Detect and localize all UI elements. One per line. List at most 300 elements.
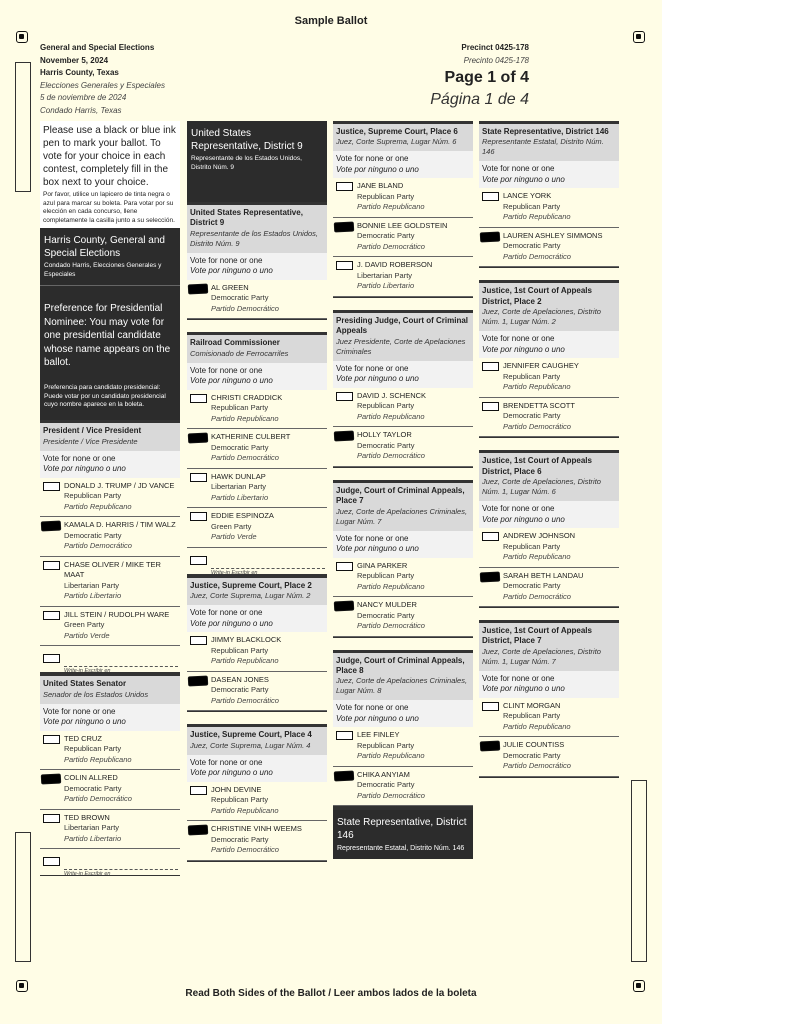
side-box (15, 832, 31, 962)
precinct-es: Precinto 0425-178 (463, 55, 529, 65)
candidate-row[interactable] (187, 672, 327, 712)
instructions-es: Por favor, utilice un lapicero de tinta negra o azul para marcar su boleta. Para votar por su elección en cada concurso, llene completamente la casilla junto a su selección. (43, 191, 175, 224)
filled-vote-oval[interactable] (334, 770, 354, 781)
candidate-row[interactable] (40, 770, 180, 810)
vote-oval[interactable] (482, 402, 499, 411)
candidate-name: JANE BLAND (357, 181, 404, 191)
candidate-list (187, 363, 327, 548)
candidate-name: COLIN ALLRED (64, 773, 118, 783)
timing-mark-icon (16, 31, 28, 43)
candidate-party-es: Partido Republicano (503, 382, 571, 392)
candidate-list (187, 755, 327, 861)
vote-for-en: Vote for none or one (336, 363, 409, 373)
write-in-row[interactable] (187, 548, 327, 574)
candidate-row[interactable] (479, 398, 619, 438)
candidate-name: LAUREN ASHLEY SIMMONS (503, 230, 603, 240)
filled-vote-oval[interactable] (41, 521, 61, 532)
contest-title: Justice, 1st Court of Appeals District, Place 6 (482, 456, 592, 476)
candidate-party-es: Partido Republicano (357, 411, 425, 421)
contest-title: Justice, 1st Court of Appeals District, Place 7 (482, 626, 592, 646)
candidate-party-es: Partido Verde (211, 532, 257, 542)
vote-oval[interactable] (43, 814, 60, 823)
contest-header (187, 727, 327, 754)
contest-header (479, 453, 619, 501)
candidate-party: Republican Party (357, 191, 415, 201)
write-in-oval[interactable] (43, 654, 60, 663)
contest-title: United States Senator (43, 679, 127, 689)
candidate-party-es: Partido Libertario (211, 492, 269, 502)
candidate-name: GINA PARKER (357, 560, 408, 570)
contest-title-es: Juez, Corte Suprema, Lugar Núm. 2 (190, 591, 311, 601)
vote-for-instruction (333, 361, 473, 388)
vote-for-instruction (187, 253, 327, 280)
contest-title: Justice, Supreme Court, Place 6 (336, 127, 458, 136)
contest-title-es: Juez, Corte de Apelaciones Criminales, Lugar Núm. 7 (336, 506, 468, 526)
candidate-row[interactable] (187, 429, 327, 469)
state-rep-banner-title: State Representative, District 146 (337, 817, 467, 842)
candidate-row[interactable] (40, 478, 180, 518)
candidate-party-es: Partido Republicano (211, 656, 279, 666)
contest-title: State Representative, District 146 (482, 127, 609, 136)
candidate-row[interactable] (333, 257, 473, 297)
spacer (333, 638, 473, 650)
spacer (479, 268, 619, 280)
contest-title-es: Juez, Corte Suprema, Lugar Núm. 6 (336, 137, 457, 147)
filled-vote-oval[interactable] (188, 825, 208, 836)
contest-appeals-7 (479, 620, 619, 778)
candidate-party-es: Partido Democrático (211, 845, 279, 855)
write-in-label: Write-in Escribir en (64, 871, 111, 878)
candidate-party: Republican Party (503, 711, 561, 721)
candidate-party: Democratic Party (64, 530, 122, 540)
candidate-name: JIMMY BLACKLOCK (211, 635, 282, 645)
candidate-party: Libertarian Party (357, 270, 413, 280)
candidate-party: Green Party (64, 620, 105, 630)
candidate-list (333, 531, 473, 637)
candidate-party: Democratic Party (211, 834, 269, 844)
election-name: General and Special Elections (40, 43, 155, 52)
contest-president (40, 420, 180, 673)
county-section-title: Harris County, General and Special Elections (44, 235, 165, 260)
candidate-row[interactable] (40, 557, 180, 607)
instructions (40, 121, 180, 228)
contest-title: Judge, Court of Criminal Appeals, Place 8 (336, 655, 465, 675)
contest-title-es: Juez, Corte de Apelaciones, Distrito Núm. 1, Lugar Núm. 6 (482, 477, 601, 497)
candidate-party: Republican Party (211, 795, 269, 805)
vote-oval[interactable] (482, 192, 499, 201)
candidate-row[interactable] (187, 782, 327, 822)
candidate-row[interactable] (333, 558, 473, 598)
instructions-en: Please use a black or blue ink pen to mark your ballot. To vote for your choice in each contest, completely fill in the box next to your choice. (43, 125, 176, 188)
vote-for-es: Vote por ninguno o uno (482, 344, 565, 354)
contest-title-es: Juez Presidente, Corte de Apelaciones Criminales (336, 336, 466, 356)
candidate-name: TED BROWN (64, 812, 110, 822)
candidate-name: SARAH BETH LANDAU (503, 570, 584, 580)
candidate-name: JILL STEIN / RUDOLPH WARE (64, 609, 170, 619)
contest-header (187, 205, 327, 253)
candidate-row[interactable] (187, 508, 327, 548)
vote-for-en: Vote for none or one (43, 453, 116, 463)
contest-cca-8 (333, 650, 473, 808)
candidate-list (479, 161, 619, 267)
candidate-party: Democratic Party (357, 610, 415, 620)
precinct-header (430, 42, 529, 111)
contest-title: Railroad Commissioner (190, 338, 280, 348)
filled-vote-oval[interactable] (188, 283, 208, 294)
candidate-row[interactable] (479, 737, 619, 777)
contest-supreme-6 (333, 121, 473, 298)
contest-appeals-6 (479, 450, 619, 608)
column-1 (40, 121, 180, 876)
contest-us-rep-9 (187, 202, 327, 320)
vote-oval[interactable] (336, 731, 353, 740)
candidate-row[interactable] (333, 388, 473, 428)
candidate-name: J. DAVID ROBERSON (357, 260, 433, 270)
candidate-party-es: Partido Republicano (64, 501, 132, 511)
contest-senator (40, 673, 180, 876)
filled-vote-oval[interactable] (480, 571, 500, 582)
candidate-party-es: Partido Republicano (357, 751, 425, 761)
candidate-party-es: Partido Republicano (211, 805, 279, 815)
candidate-party: Democratic Party (357, 440, 415, 450)
candidate-row[interactable] (479, 698, 619, 738)
election-date: November 5, 2024 (40, 55, 109, 65)
candidate-party: Democratic Party (503, 581, 561, 591)
vote-for-instruction (333, 700, 473, 727)
vote-for-es: Vote por ninguno o uno (482, 174, 565, 184)
spacer (333, 468, 473, 480)
vote-for-es: Vote por ninguno o uno (336, 544, 419, 554)
vote-oval[interactable] (336, 392, 353, 401)
candidate-row[interactable] (187, 469, 327, 509)
candidate-name: NANCY MULDER (357, 600, 417, 610)
filled-vote-oval[interactable] (480, 231, 500, 242)
election-county: Harris County, Texas (40, 68, 119, 78)
contest-title: Justice, 1st Court of Appeals District, Place 2 (482, 286, 592, 306)
vote-for-en: Vote for none or one (482, 334, 555, 344)
contest-title-es: Comisionado de Ferrocarriles (190, 348, 289, 358)
ballot-title: Sample Ballot (294, 15, 368, 27)
page-number-es: Página 1 de 4 (430, 91, 529, 109)
candidate-party-es: Partido Democrático (357, 241, 425, 251)
candidate-party: Libertarian Party (64, 823, 120, 833)
vote-for-es: Vote por ninguno o uno (336, 164, 419, 174)
filled-vote-oval[interactable] (41, 774, 61, 785)
vote-for-es: Vote por ninguno o uno (336, 713, 419, 723)
candidate-party-es: Partido Republicano (357, 581, 425, 591)
contest-title: Presiding Judge, Court of Criminal Appeals (336, 315, 469, 336)
vote-for-instruction (479, 331, 619, 358)
candidate-party-es: Partido Libertario (64, 833, 122, 843)
candidate-party-es: Partido Republicano (64, 754, 132, 764)
vote-for-instruction (333, 531, 473, 558)
candidate-party-es: Partido Republicano (357, 202, 425, 212)
contest-supreme-2 (187, 575, 327, 712)
candidate-name: KATHERINE CULBERT (211, 432, 291, 442)
timing-mark-icon (633, 31, 645, 43)
candidate-row[interactable] (40, 731, 180, 771)
candidate-row[interactable] (333, 767, 473, 807)
candidate-party: Libertarian Party (64, 580, 120, 590)
candidate-name: BONNIE LEE GOLDSTEIN (357, 220, 448, 230)
contest-title-es: Senador de los Estados Unidos (43, 689, 149, 699)
candidate-party: Democratic Party (211, 293, 269, 303)
candidate-party-es: Partido Democrático (503, 421, 571, 431)
vote-for-instruction (479, 501, 619, 528)
candidate-name: CHASE OLIVER / MIKE TER MAAT (64, 559, 161, 580)
contest-header (40, 423, 180, 450)
vote-for-instruction (187, 755, 327, 782)
candidate-name: LEE FINLEY (357, 730, 400, 740)
state-rep-banner-title-es: Representante Estatal, Distrito Núm. 146 (337, 845, 465, 853)
vote-oval[interactable] (336, 182, 353, 191)
write-in-row[interactable] (40, 849, 180, 878)
filled-vote-oval[interactable] (334, 601, 354, 612)
candidate-party-es: Partido Libertario (357, 281, 415, 291)
candidate-party-es: Partido Democrático (64, 794, 132, 804)
spacer (333, 298, 473, 310)
preference-text: Preference for Presidential Nominee: You may vote for one presidential candidate whose name appears on the ballot. (44, 303, 171, 369)
candidate-party: Democratic Party (503, 241, 561, 251)
preference-header (40, 286, 180, 420)
contest-title: President / Vice President (43, 426, 142, 436)
contest-header (40, 676, 180, 703)
candidate-row[interactable] (40, 517, 180, 557)
vote-for-instruction (479, 671, 619, 698)
candidate-party: Republican Party (357, 740, 415, 750)
candidate-list (187, 605, 327, 711)
vote-oval[interactable] (190, 512, 207, 521)
candidate-party: Republican Party (503, 541, 561, 551)
contest-header (187, 335, 327, 362)
vote-for-instruction (187, 363, 327, 390)
vote-oval[interactable] (43, 611, 60, 620)
vote-oval[interactable] (336, 562, 353, 571)
candidate-row[interactable] (479, 568, 619, 608)
candidate-party-es: Partido Republicano (503, 212, 571, 222)
contest-railroad (187, 332, 327, 574)
state-rep-banner (333, 807, 473, 859)
precinct: Precinct 0425-178 (461, 43, 529, 52)
candidate-name: CHRISTINE VINH WEEMS (211, 824, 302, 834)
candidate-row[interactable] (187, 280, 327, 320)
vote-oval[interactable] (43, 561, 60, 570)
candidate-party-es: Partido Democrático (211, 303, 279, 313)
column-2 (187, 121, 327, 862)
vote-for-en: Vote for none or one (482, 164, 555, 174)
candidate-name: DAVID J. SCHENCK (357, 390, 427, 400)
filled-vote-oval[interactable] (188, 675, 208, 686)
candidate-row[interactable] (187, 821, 327, 861)
candidate-name: DONALD J. TRUMP / JD VANCE (64, 480, 175, 490)
vote-oval[interactable] (190, 786, 207, 795)
spacer (479, 438, 619, 450)
election-date-es: 5 de noviembre de 2024 (40, 93, 127, 103)
side-box (631, 780, 647, 962)
contest-header (479, 124, 619, 161)
contest-title-es: Presidente / Vice Presidente (43, 436, 138, 446)
vote-for-en: Vote for none or one (482, 504, 555, 514)
candidate-row[interactable] (333, 218, 473, 258)
candidate-row[interactable] (333, 597, 473, 637)
vote-for-en: Vote for none or one (190, 365, 263, 375)
candidate-list (333, 151, 473, 297)
contest-cca-7 (333, 480, 473, 638)
candidate-row[interactable] (479, 228, 619, 268)
vote-oval[interactable] (482, 532, 499, 541)
vote-for-es: Vote por ninguno o uno (43, 717, 126, 727)
side-box (15, 62, 31, 192)
filled-vote-oval[interactable] (334, 431, 354, 442)
vote-for-es: Vote por ninguno o uno (482, 514, 565, 524)
column-3 (333, 121, 473, 859)
contest-title-es: Juez, Corte de Apelaciones, Distrito Núm. 1, Lugar Núm. 2 (482, 307, 601, 327)
candidate-party: Green Party (211, 521, 252, 531)
contest-title: Judge, Court of Criminal Appeals, Place 7 (336, 485, 465, 506)
candidate-party: Democratic Party (503, 411, 561, 421)
vote-for-es: Vote por ninguno o uno (43, 464, 126, 474)
candidate-party-es: Partido Democrático (357, 790, 425, 800)
contest-title: Justice, Supreme Court, Place 4 (190, 730, 312, 740)
contest-title: United States Representative, District 9 (190, 208, 303, 228)
vote-for-instruction (479, 161, 619, 188)
vote-oval[interactable] (482, 362, 499, 371)
candidate-party: Republican Party (211, 645, 269, 655)
candidate-row[interactable] (40, 810, 180, 850)
county-section-title-es: Condado Harris, Elecciones Generales y Especiales (44, 262, 162, 278)
vote-for-es: Vote por ninguno o uno (190, 376, 273, 386)
candidate-name: CLINT MORGAN (503, 700, 561, 710)
vote-oval[interactable] (190, 636, 207, 645)
candidate-list (333, 361, 473, 467)
preference-text-es: Preferencia para candidato presidencial: Puede votar por un candidato presidencial cuyo nombre aparece en la boleta. (44, 383, 166, 409)
candidate-row[interactable] (333, 427, 473, 467)
candidate-party: Republican Party (357, 571, 415, 581)
contest-header (479, 283, 619, 331)
candidate-party-es: Partido Democrático (211, 453, 279, 463)
candidate-list (40, 704, 180, 850)
write-in-oval[interactable] (190, 556, 207, 565)
candidate-name: HAWK DUNLAP (211, 471, 266, 481)
vote-oval[interactable] (43, 482, 60, 491)
vote-for-en: Vote for none or one (190, 757, 263, 767)
candidate-party: Republican Party (357, 401, 415, 411)
column-4 (479, 121, 619, 778)
candidate-party: Libertarian Party (211, 482, 267, 492)
us-rep-banner (187, 121, 327, 202)
contest-presiding-judge (333, 310, 473, 468)
candidate-row[interactable] (333, 178, 473, 218)
filled-vote-oval[interactable] (188, 433, 208, 444)
candidate-party-es: Partido Republicano (503, 552, 571, 562)
vote-for-en: Vote for none or one (336, 154, 409, 164)
candidate-name: BRENDETTA SCOTT (503, 400, 575, 410)
candidate-row[interactable] (479, 188, 619, 228)
election-header (40, 42, 165, 118)
candidate-name: JULIE COUNTISS (503, 740, 565, 750)
contest-title-es: Juez, Corte Suprema, Lugar Núm. 4 (190, 740, 311, 750)
write-in-label: Write-in Escribir en (211, 569, 258, 576)
contest-header (333, 124, 473, 151)
candidate-party: Democratic Party (503, 750, 561, 760)
candidate-name: CHRISTI CRADDICK (211, 392, 283, 402)
vote-for-en: Vote for none or one (190, 255, 263, 265)
write-in-line (64, 666, 178, 667)
filled-vote-oval[interactable] (334, 221, 354, 232)
contest-title-es: Juez, Corte de Apelaciones Criminales, Lugar Núm. 8 (336, 676, 468, 696)
candidate-name: EDDIE ESPINOZA (211, 511, 274, 521)
candidate-row[interactable] (40, 607, 180, 647)
write-in-line (211, 568, 325, 569)
candidate-list (187, 253, 327, 320)
candidate-party: Democratic Party (64, 783, 122, 793)
candidate-party: Republican Party (64, 491, 122, 501)
candidate-party-es: Partido Democrático (211, 695, 279, 705)
contest-title-es: Juez, Corte de Apelaciones, Distrito Núm. 1, Lugar Núm. 7 (482, 646, 601, 666)
candidate-party-es: Partido Republicano (503, 721, 571, 731)
filled-vote-oval[interactable] (480, 741, 500, 752)
vote-for-es: Vote por ninguno o uno (482, 684, 565, 694)
candidate-party: Republican Party (503, 201, 561, 211)
candidate-name: LANCE YORK (503, 191, 552, 201)
election-name-es: Elecciones Generales y Especiales (40, 80, 165, 90)
contest-header (333, 483, 473, 531)
vote-oval[interactable] (43, 735, 60, 744)
candidate-party-es: Partido Democrático (357, 621, 425, 631)
candidate-party-es: Partido Democrático (503, 251, 571, 261)
candidate-name: HOLLY TAYLOR (357, 430, 412, 440)
candidate-party: Democratic Party (357, 231, 415, 241)
vote-for-es: Vote por ninguno o uno (190, 618, 273, 628)
vote-oval[interactable] (190, 473, 207, 482)
contest-title-es: Representante Estatal, Distrito Núm. 146 (482, 137, 604, 157)
contest-state-rep-146 (479, 121, 619, 268)
spacer (479, 608, 619, 620)
candidate-row[interactable] (333, 727, 473, 767)
contest-header (333, 653, 473, 701)
candidate-row[interactable] (187, 632, 327, 672)
vote-oval[interactable] (190, 394, 207, 403)
candidate-party-es: Partido Republicano (211, 413, 279, 423)
write-in-oval[interactable] (43, 857, 60, 866)
spacer (187, 712, 327, 724)
vote-oval[interactable] (336, 261, 353, 270)
candidate-list (479, 501, 619, 607)
vote-oval[interactable] (482, 702, 499, 711)
vote-for-en: Vote for none or one (190, 608, 263, 618)
candidate-party-es: Partido Democrático (503, 761, 571, 771)
candidate-party: Democratic Party (357, 780, 415, 790)
candidate-party-es: Partido Libertario (64, 591, 122, 601)
vote-for-en: Vote for none or one (336, 703, 409, 713)
candidate-list (40, 451, 180, 647)
candidate-party: Republican Party (64, 744, 122, 754)
vote-for-en: Vote for none or one (482, 673, 555, 683)
vote-for-instruction (40, 451, 180, 478)
candidate-row[interactable] (479, 358, 619, 398)
write-in-row[interactable] (40, 646, 180, 675)
vote-for-es: Vote por ninguno o uno (336, 374, 419, 384)
contest-title: Justice, Supreme Court, Place 2 (190, 580, 312, 590)
candidate-party: Democratic Party (211, 685, 269, 695)
candidate-row[interactable] (187, 390, 327, 430)
candidate-name: AL GREEN (211, 282, 249, 292)
candidate-row[interactable] (479, 528, 619, 568)
county-section-header (40, 228, 180, 286)
contest-supreme-4 (187, 724, 327, 861)
footer-note: Read Both Sides of the Ballot / Leer ambos lados de la boleta (185, 988, 477, 999)
vote-for-instruction (40, 704, 180, 731)
